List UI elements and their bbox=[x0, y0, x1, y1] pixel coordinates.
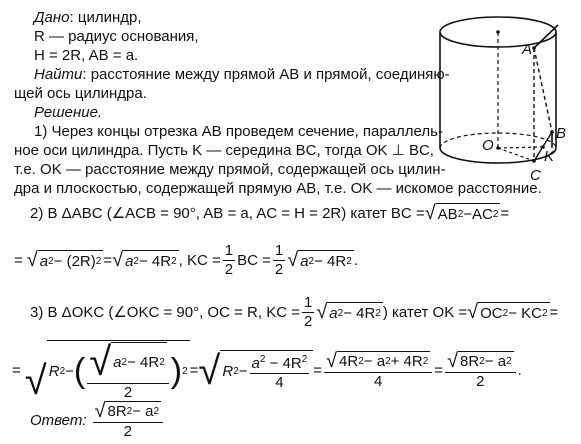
square-exp: 2 bbox=[375, 307, 381, 319]
numerator bbox=[324, 351, 432, 373]
numerator bbox=[445, 351, 516, 373]
step1-line3: т.е. OK — расстояние между прямой, содержащей ось цилин- bbox=[14, 161, 446, 178]
denominator: 2 bbox=[274, 260, 284, 278]
period: . bbox=[353, 251, 358, 269]
term-4r: − 4R bbox=[343, 304, 376, 322]
point-c bbox=[532, 159, 536, 163]
radical-sign: √ bbox=[94, 399, 106, 422]
sqrt-numerator bbox=[326, 351, 430, 371]
square-exp: 2 bbox=[385, 355, 391, 367]
label-o: O bbox=[482, 137, 494, 154]
given-label: Дано bbox=[34, 9, 70, 26]
segment-oc bbox=[498, 148, 534, 161]
equals: = bbox=[103, 251, 113, 269]
sqrt-big-2 bbox=[198, 350, 313, 391]
radical-sign: √ bbox=[326, 349, 338, 372]
radicand bbox=[337, 351, 430, 371]
square-exp: 2 bbox=[358, 355, 364, 367]
radicand bbox=[105, 401, 161, 421]
equals: = bbox=[313, 361, 323, 379]
segment-ok bbox=[498, 147, 543, 148]
find-label: Найти bbox=[34, 66, 83, 83]
period: . bbox=[517, 361, 522, 379]
radical-sign: √ bbox=[198, 348, 221, 393]
numerator: 1 bbox=[274, 241, 284, 259]
radical-sign: √ bbox=[447, 349, 459, 372]
cylinder-figure bbox=[436, 8, 570, 186]
square-exp: 2 bbox=[159, 356, 165, 368]
radical-sign: √ bbox=[112, 249, 124, 271]
square-exp: 2 bbox=[479, 355, 485, 367]
term-ab: AB bbox=[437, 205, 458, 223]
kc-label: , KC = bbox=[178, 251, 221, 269]
step1-line4: дра и плоскостью, содержащей прямую AB, т.е. OK — искомое расстояние. bbox=[14, 180, 542, 197]
label-b: B bbox=[556, 125, 567, 142]
square-exp: 2 bbox=[259, 353, 266, 365]
term-4r: − 4R bbox=[314, 252, 347, 270]
square-exp: 2 bbox=[95, 255, 102, 267]
numerator: 1 bbox=[303, 293, 313, 311]
term-a: a bbox=[251, 354, 260, 372]
term-4r: − 4R bbox=[127, 353, 160, 371]
square-exp: 2 bbox=[121, 356, 128, 368]
sqrt-8r2-a2 bbox=[95, 401, 162, 421]
radicand bbox=[458, 351, 514, 371]
minus: − bbox=[463, 205, 473, 223]
term-a: − a bbox=[132, 402, 154, 420]
term-4r: 4R bbox=[339, 352, 359, 370]
square-exp: 2 bbox=[59, 365, 66, 377]
sqrt-a2-4r2 bbox=[287, 250, 354, 270]
numerator: 1 bbox=[224, 241, 234, 259]
radius-line: R — радиус основания, bbox=[34, 28, 199, 45]
sqrt-oc-kc bbox=[467, 302, 549, 322]
term-a: a bbox=[300, 252, 309, 270]
half-fraction bbox=[302, 295, 314, 330]
point-b bbox=[550, 130, 554, 134]
term-a: − a bbox=[484, 352, 507, 370]
numerator bbox=[87, 339, 169, 384]
find-line-cont: щей ось цилиндра. bbox=[14, 85, 147, 102]
sqrt-8r2-a2 bbox=[447, 351, 514, 371]
step3-line2 bbox=[12, 338, 522, 402]
radicand bbox=[478, 302, 549, 322]
square-exp: 2 bbox=[337, 307, 344, 319]
sqrt-a2-2r2 bbox=[27, 250, 104, 270]
square-exp: 2 bbox=[541, 307, 548, 319]
term-8r: 8R bbox=[460, 352, 480, 370]
equals: = bbox=[12, 361, 21, 379]
fraction bbox=[324, 351, 432, 390]
step2-line2 bbox=[14, 240, 358, 280]
denominator: 4 bbox=[275, 373, 284, 391]
point-a bbox=[532, 46, 536, 50]
step1-line2: ное оси цилиндра. Пусть K — середина BC, тогда OK ⊥ BC, bbox=[14, 142, 434, 159]
given-text: : цилиндр, bbox=[69, 9, 142, 26]
term-a: a bbox=[113, 353, 122, 371]
denominator: 2 bbox=[476, 372, 485, 390]
top-center-point bbox=[496, 30, 500, 34]
term-a: a bbox=[329, 304, 338, 322]
right-paren: ) bbox=[170, 352, 183, 390]
radicand bbox=[47, 340, 190, 401]
solution-label: Решение. bbox=[34, 104, 103, 121]
square-exp: 2 bbox=[48, 255, 54, 267]
square-exp: 2 bbox=[171, 255, 177, 267]
term-r: R bbox=[48, 362, 60, 380]
step2-line1 bbox=[30, 198, 509, 228]
term-2r: − (2R) bbox=[53, 252, 96, 270]
term-4r: + 4R bbox=[390, 352, 423, 370]
fraction bbox=[250, 352, 310, 391]
radicand bbox=[298, 250, 354, 270]
step3-head: 3) В ΔOKC (∠OKC = 90°, OC = R, KC = bbox=[30, 304, 300, 321]
fraction bbox=[87, 339, 169, 401]
sqrt-ab-ac bbox=[425, 203, 501, 223]
left-paren: ( bbox=[73, 352, 86, 390]
square-exp: 2 bbox=[457, 208, 464, 220]
radicand bbox=[436, 203, 501, 223]
square-exp: 2 bbox=[133, 255, 139, 267]
find-line bbox=[34, 66, 450, 84]
denominator: 2 bbox=[303, 312, 313, 330]
square-exp: 2 bbox=[502, 307, 509, 319]
equals: = bbox=[189, 361, 199, 379]
half-fraction bbox=[223, 243, 235, 278]
term-4r: − 4R bbox=[265, 354, 302, 372]
radicand bbox=[327, 302, 383, 322]
equals: = bbox=[434, 361, 444, 379]
term-8r: 8R bbox=[107, 402, 127, 420]
radical-sign: √ bbox=[89, 339, 112, 384]
answer-line bbox=[30, 398, 165, 442]
equals: = bbox=[14, 251, 23, 269]
radicand bbox=[111, 342, 167, 382]
denominator: 2 bbox=[224, 260, 234, 278]
numerator bbox=[93, 401, 164, 423]
equals: = bbox=[549, 303, 559, 321]
square-exp: 2 bbox=[308, 255, 315, 267]
minus: − bbox=[238, 362, 248, 380]
step3-tail: ) катет OK = bbox=[382, 303, 468, 321]
radicand bbox=[123, 250, 179, 270]
height-line: H = 2R, AB = a. bbox=[34, 47, 139, 64]
segment-ab bbox=[534, 48, 552, 132]
label-k: K bbox=[544, 148, 555, 165]
term-a: a bbox=[39, 252, 49, 270]
given-line bbox=[34, 9, 142, 27]
term-r: R bbox=[222, 362, 234, 380]
find-text: : расстояние между прямой AB и прямой, соединяю- bbox=[82, 66, 450, 83]
radical-sign: √ bbox=[26, 249, 38, 271]
term-ac: AC bbox=[472, 205, 493, 223]
sqrt-a2-4r2 bbox=[316, 302, 383, 322]
numerator bbox=[250, 352, 310, 374]
radical-sign: √ bbox=[424, 202, 436, 224]
square-exp: 2 bbox=[301, 353, 308, 365]
radicand bbox=[38, 250, 104, 270]
half-fraction bbox=[273, 243, 285, 278]
term-a: − a bbox=[363, 352, 386, 370]
radicand bbox=[220, 350, 313, 391]
label-a: A bbox=[522, 41, 533, 58]
radical-sign: √ bbox=[287, 249, 299, 271]
sqrt-big-1 bbox=[25, 340, 190, 401]
sqrt-a2-4r2 bbox=[112, 250, 179, 270]
square-exp: 2 bbox=[492, 208, 499, 220]
label-c: C bbox=[530, 167, 541, 184]
answer-label: Ответ: bbox=[30, 411, 87, 429]
term-kc: − KC bbox=[508, 304, 542, 322]
square-exp: 2 bbox=[506, 355, 512, 367]
denominator: 2 bbox=[123, 422, 132, 440]
bottom-front-arc bbox=[440, 148, 556, 163]
step1-line1: 1) Через концы отрезка AB проведем сечение, параллель- bbox=[34, 123, 443, 140]
term-oc: OC bbox=[480, 304, 503, 322]
square-exp: 2 bbox=[182, 365, 188, 377]
radical-sign: √ bbox=[316, 301, 328, 323]
square-exp: 2 bbox=[153, 405, 160, 417]
equals: = bbox=[500, 204, 510, 222]
minus: − bbox=[65, 362, 74, 380]
answer-fraction bbox=[93, 401, 164, 440]
denominator: 2 bbox=[123, 383, 133, 401]
bc-label: BC = bbox=[237, 251, 271, 269]
sqrt-a2-4r2 bbox=[89, 339, 167, 384]
radical-sign: √ bbox=[467, 301, 479, 323]
square-exp: 2 bbox=[126, 405, 133, 417]
square-exp: 2 bbox=[422, 355, 429, 367]
step3-line1 bbox=[30, 292, 558, 332]
square-exp: 2 bbox=[346, 255, 352, 267]
radical-sign: √ bbox=[24, 358, 47, 403]
denominator: 4 bbox=[374, 372, 383, 390]
step2-head: 2) В ΔABC (∠ACB = 90°, AB = a, AC = H = 2R) катет BC = bbox=[30, 205, 425, 222]
term-4r: − 4R bbox=[138, 252, 172, 270]
fraction bbox=[445, 351, 516, 390]
square-exp: 2 bbox=[233, 365, 239, 377]
term-a: a bbox=[125, 252, 134, 270]
